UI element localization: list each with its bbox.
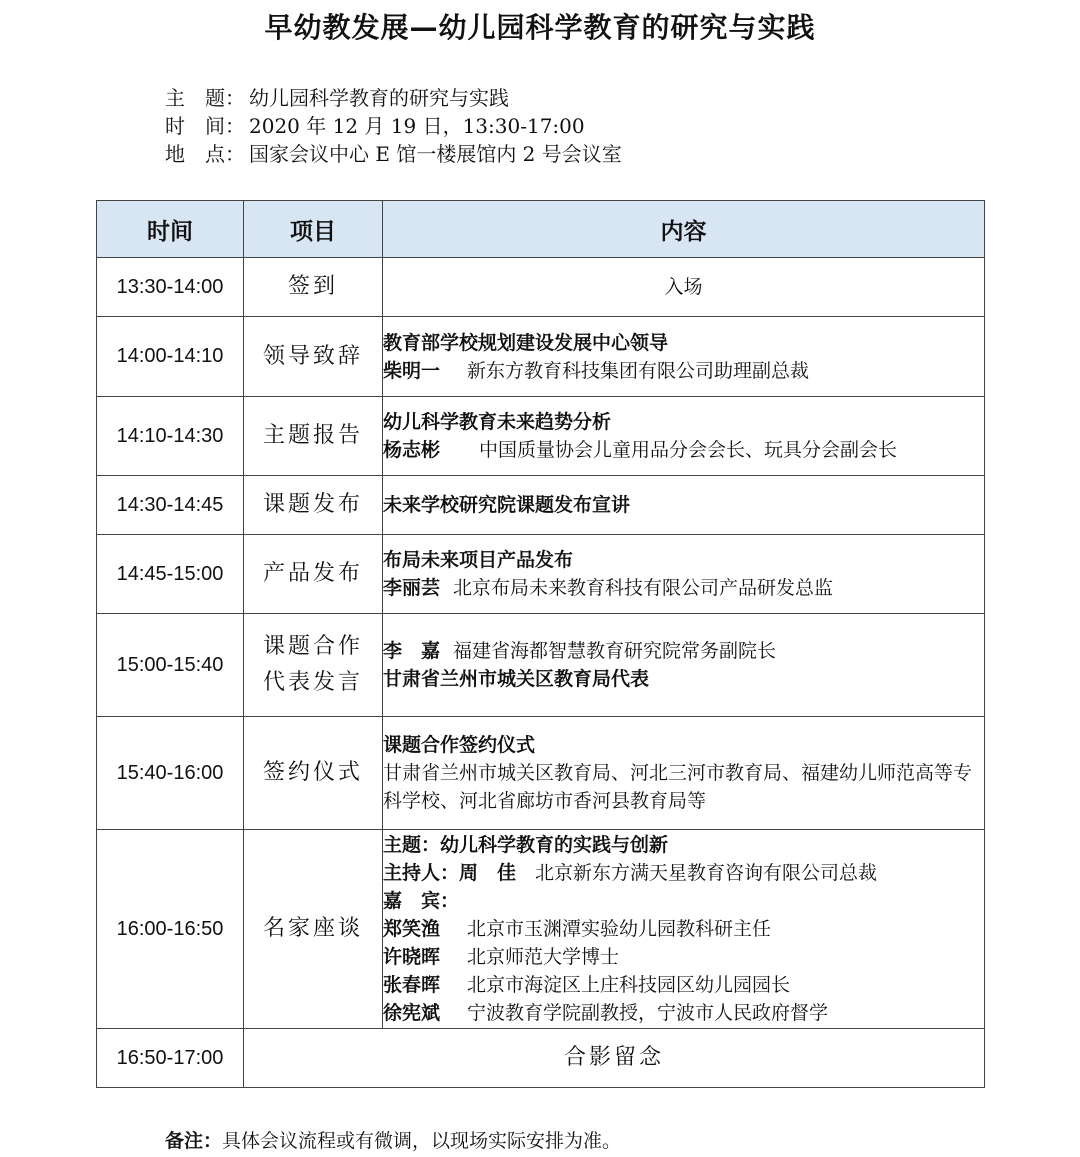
content-paragraph: 甘肃省兰州市城关区教育局、河北三河市教育局、福建幼儿师范高等专科学校、河北省廊坊市香河县教育局等 xyxy=(383,762,973,812)
row-item: 主题报告 xyxy=(244,397,383,476)
row-time: 16:50-17:00 xyxy=(97,1029,244,1088)
agenda-table xyxy=(96,200,985,1088)
table-row xyxy=(97,397,985,476)
table-row xyxy=(97,476,985,535)
guest-name: 郑笑渔 xyxy=(383,918,441,940)
header-time: 时间 xyxy=(97,201,244,258)
row-item: 签到 xyxy=(244,258,383,317)
content-line: 未来学校研究院课题发布宣讲 xyxy=(383,494,631,516)
guest-name: 徐宪斌 xyxy=(383,1002,441,1024)
speaker-title: 中国质量协会儿童用品分会会长、玩具分会副会长 xyxy=(479,439,898,461)
row-time: 15:00-15:40 xyxy=(97,614,244,717)
header-item: 项目 xyxy=(244,201,383,258)
page-title: 早幼教发展—幼儿园科学教育的研究与实践 xyxy=(264,11,816,44)
table-row xyxy=(97,535,985,614)
table-row xyxy=(97,614,985,717)
speaker-name: 李 嘉 xyxy=(383,640,441,662)
meta-location-value: 国家会议中心 E 馆一楼展馆内 2 号会议室 xyxy=(249,142,622,166)
speaker-title: 福建省海都智慧教育研究院常务副院长 xyxy=(453,640,777,662)
row-time: 15:40-16:00 xyxy=(97,717,244,830)
guest-title: 北京市玉渊潭实验幼儿园教科研主任 xyxy=(467,918,772,940)
footnote xyxy=(165,1126,621,1153)
speaker-title: 北京布局未来教育科技有限公司产品研发总监 xyxy=(453,577,834,599)
header-content: 内容 xyxy=(383,201,985,258)
guest-title: 北京师范大学博士 xyxy=(467,946,620,968)
table-row xyxy=(97,1029,985,1088)
row-item-line: 代表发言 xyxy=(262,670,363,695)
row-item: 产品发布 xyxy=(244,535,383,614)
row-time: 14:10-14:30 xyxy=(97,397,244,476)
meta-topic-label: 主 题： xyxy=(165,86,245,110)
meta-topic-value: 幼儿园科学教育的研究与实践 xyxy=(249,86,509,110)
row-content xyxy=(383,717,985,830)
row-content xyxy=(383,317,985,397)
row-content xyxy=(383,476,985,535)
row-time: 14:30-14:45 xyxy=(97,476,244,535)
table-row xyxy=(97,258,985,317)
footnote-text: 具体会议流程或有微调，以现场实际安排为准。 xyxy=(222,1130,622,1152)
topic-text: 幼儿科学教育的实践与创新 xyxy=(440,834,669,856)
row-content xyxy=(383,830,985,1029)
table-row xyxy=(97,830,985,1029)
row-content: 入场 xyxy=(383,258,985,317)
row-time: 14:00-14:10 xyxy=(97,317,244,397)
content-line: 甘肃省兰州市城关区教育局代表 xyxy=(383,668,650,690)
row-content xyxy=(383,614,985,717)
speaker-name: 李丽芸 xyxy=(383,577,441,599)
host-label: 主持人： xyxy=(383,862,460,884)
row-time: 14:45-15:00 xyxy=(97,535,244,614)
host-title: 北京新东方满天星教育咨询有限公司总裁 xyxy=(535,862,878,884)
footnote-label: 备注： xyxy=(165,1130,223,1152)
meta-time-value: 2020 年 12 月 19 日，13:30-17:00 xyxy=(249,114,585,138)
guest-title: 北京市海淀区上庄科技园区幼儿园园长 xyxy=(467,974,791,996)
meta-time-label: 时 间： xyxy=(165,114,245,138)
table-row xyxy=(97,317,985,397)
content-line: 布局未来项目产品发布 xyxy=(383,549,574,571)
guests-label: 嘉 宾： xyxy=(383,890,460,912)
meta-topic xyxy=(165,84,509,112)
row-item: 领导致辞 xyxy=(244,317,383,397)
row-time: 13:30-14:00 xyxy=(97,258,244,317)
guest-name: 许晓晖 xyxy=(383,946,441,968)
row-content: 合影留念 xyxy=(244,1029,985,1088)
content-line: 课题合作签约仪式 xyxy=(383,734,536,756)
topic-label: 主题： xyxy=(383,834,441,856)
row-item xyxy=(244,614,383,717)
guest-name: 张春晖 xyxy=(383,974,441,996)
table-header-row xyxy=(97,201,985,258)
row-item: 课题发布 xyxy=(244,476,383,535)
speaker-name: 柴明一 xyxy=(383,359,441,382)
speaker-title: 新东方教育科技集团有限公司助理副总裁 xyxy=(467,359,810,382)
row-item: 签约仪式 xyxy=(244,717,383,830)
meta-time xyxy=(165,112,585,140)
meta-location-label: 地 点： xyxy=(165,142,245,166)
row-time: 16:00-16:50 xyxy=(97,830,244,1029)
content-line: 幼儿科学教育未来趋势分析 xyxy=(383,411,612,433)
row-item: 名家座谈 xyxy=(244,830,383,1029)
row-content xyxy=(383,397,985,476)
table-row xyxy=(97,717,985,830)
content-line: 教育部学校规划建设发展中心领导 xyxy=(383,331,669,354)
meta-location xyxy=(165,140,622,168)
speaker-name: 杨志彬 xyxy=(383,439,441,461)
row-content xyxy=(383,535,985,614)
guest-title: 宁波教育学院副教授，宁波市人民政府督学 xyxy=(467,1002,829,1024)
row-item-line: 课题合作 xyxy=(262,634,363,659)
host-name: 周 佳 xyxy=(459,862,517,884)
